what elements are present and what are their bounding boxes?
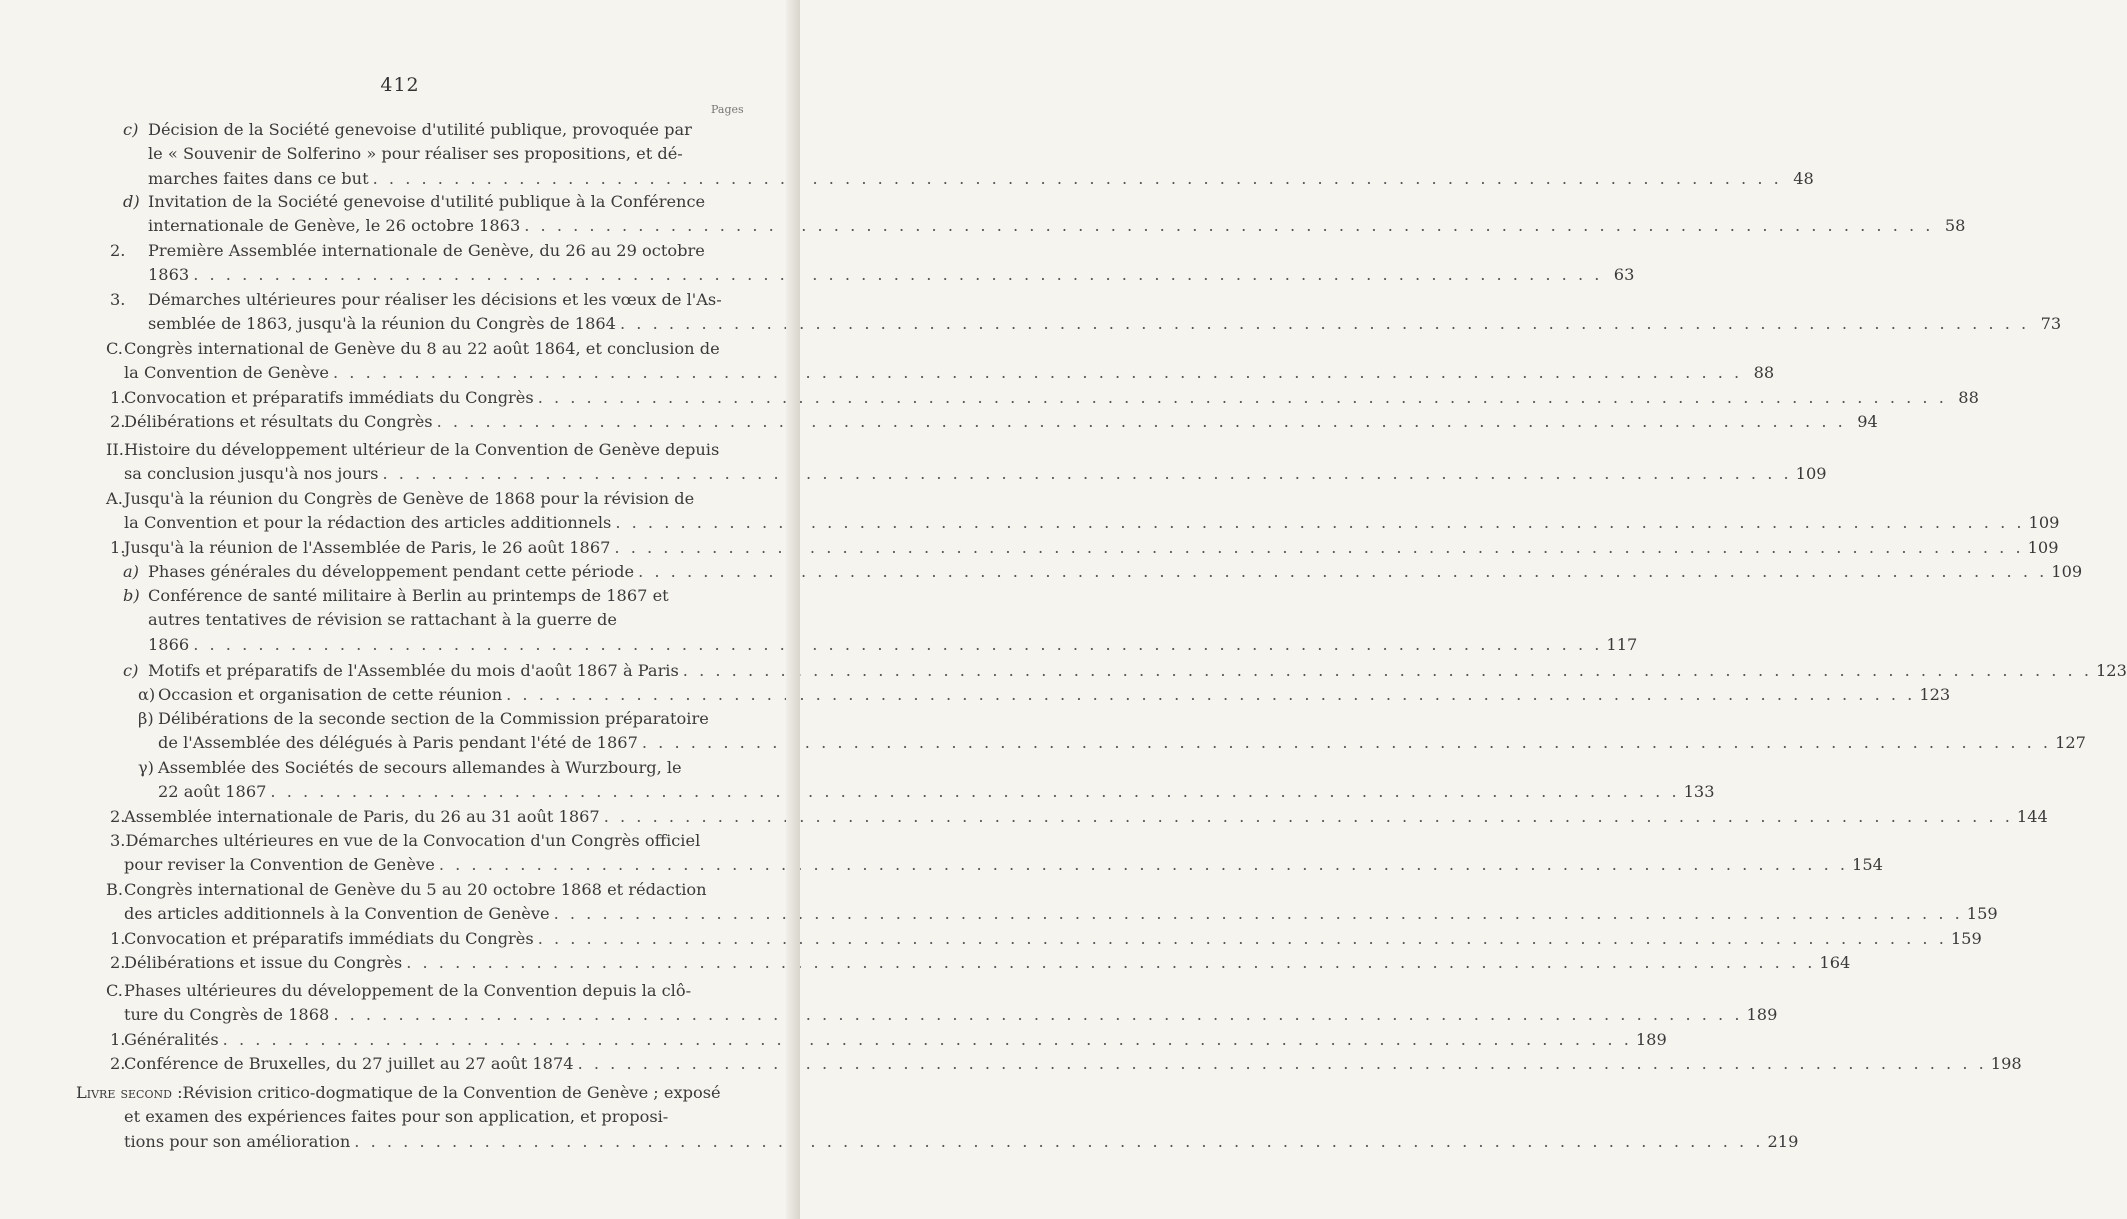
leader-dots (382, 462, 1791, 486)
toc-entry-line (123, 190, 733, 214)
toc-entry-text: sa conclusion jusqu'à nos jours (124, 464, 379, 484)
toc-entry-last-line (110, 386, 1979, 410)
toc-entry-text: internationale de Genève, le 26 octobre 1863 (148, 216, 521, 236)
leader-dots (223, 1028, 1632, 1052)
toc-entry (110, 951, 1851, 975)
toc-entry-text: 1863 (148, 265, 190, 285)
toc-entry-text: Phases générales du développement pendant cette période (148, 562, 635, 581)
toc-entry-text: Histoire du développement ultérieur de la Convention de Genève depuis (124, 440, 720, 459)
page-reference: 58 (1944, 216, 1966, 236)
toc-entry-last-line (138, 780, 1715, 804)
toc-entry-label: C. (106, 981, 123, 1000)
toc-entry-text: marches faites dans ce but (148, 168, 369, 188)
toc-entry-label: 3. (110, 831, 126, 850)
page-reference: 123 (1919, 685, 1951, 704)
page-reference: 94 (1857, 412, 1878, 431)
toc-entry-last-line (110, 927, 1982, 951)
leader-dots (524, 214, 1933, 238)
page-number: 412 (380, 74, 420, 96)
page-reference: 127 (2055, 733, 2086, 753)
toc-entry-label: d) (123, 192, 140, 211)
leader-dots (270, 780, 1679, 804)
toc-entry-text: Phases ultérieures du développement de la Convention depuis la clô- (124, 981, 692, 1000)
toc-entry-label: c) (123, 661, 139, 680)
toc-entry-last-line (138, 683, 1951, 707)
toc-entry-label: Livre second : (76, 1083, 183, 1102)
page-reference: 117 (1606, 634, 1638, 654)
toc-entry-line (110, 829, 733, 853)
toc-entry-label: 1. (110, 1030, 126, 1049)
toc-entry-text: Jusqu'à la réunion de l'Assemblée de Paris, le 26 août 1867 (124, 538, 611, 557)
toc-entry-text: Généralités (124, 1030, 219, 1049)
toc-entry-label: 2. (110, 953, 126, 972)
toc-entry-text: Révision critico-dogmatique de la Convention de Genève ; exposé (182, 1083, 721, 1102)
page-reference: 123 (2095, 661, 2127, 680)
page-reference: 189 (1746, 1005, 1778, 1025)
toc-entry-text: Assemblée des Sociétés de secours allemandes à Wurzbourg, le (158, 758, 682, 777)
toc-entry (106, 979, 1778, 1028)
toc-entry-line (123, 142, 733, 166)
toc-entry-text: le « Souvenir de Solferino » pour réaliser ses propositions, et dé- (148, 144, 683, 164)
leader-dots (638, 560, 2047, 584)
toc-entry (110, 386, 1979, 410)
toc-entry (123, 560, 2083, 584)
toc-entry (110, 410, 1878, 434)
toc-entry-label: C. (106, 339, 123, 358)
toc-entry-last-line (123, 167, 1814, 191)
toc-entry-last-line (110, 805, 2048, 829)
leader-dots (373, 167, 1782, 191)
toc-entry-text: Décision de la Société genevoise d'utilité publique, provoquée par (148, 120, 692, 139)
toc-entry-text: autres tentatives de révision se rattachant à la guerre de (148, 610, 617, 630)
page-reference: 88 (1958, 388, 1979, 407)
toc-entry-label: γ) (138, 758, 154, 777)
leader-dots (333, 361, 1742, 385)
toc-entry-text: Délibérations et issue du Congrès (124, 953, 403, 972)
toc-entry-last-line (110, 1052, 2022, 1076)
leader-dots (538, 386, 1947, 410)
toc-entry-line (138, 707, 733, 731)
toc-entry-text: Délibérations de la seconde section de la Commission préparatoire (158, 709, 709, 728)
toc-entry-last-line (123, 633, 1638, 657)
toc-entry-label: 1. (110, 388, 126, 407)
toc-entry-label: 3. (110, 290, 126, 309)
toc-entry-last-line (110, 312, 2062, 336)
toc-entry (106, 487, 2060, 536)
toc-entry-label: 1. (110, 538, 126, 557)
toc-entry (138, 756, 1715, 805)
toc-entry-label: A. (106, 489, 123, 508)
pages-column-label: Pages (711, 103, 744, 116)
toc-entry (110, 536, 2059, 560)
toc-entry-label: 2. (110, 1054, 126, 1073)
toc-entry-last-line (123, 560, 2083, 584)
toc-entry-text: de l'Assemblée des délégués à Paris pendant l'été de 1867 (158, 733, 638, 753)
toc-entry-text: des articles additionnels à la Convention de Genève (124, 904, 550, 924)
toc-entry-text: et examen des expériences faites pour son application, et proposi- (124, 1107, 669, 1127)
toc-entry-last-line (106, 361, 1775, 385)
toc-entry-text: Assemblée internationale de Paris, du 26 au 31 août 1867 (124, 807, 600, 826)
toc-entry-text: 1866 (148, 634, 190, 654)
toc-entry-text: Convocation et préparatifs immédiats du Congrès (124, 388, 534, 407)
page-reference: 164 (1819, 953, 1851, 972)
leader-dots (683, 659, 2092, 683)
leader-dots (620, 312, 2029, 336)
toc-entry (123, 190, 1966, 239)
toc-entry (110, 1052, 2022, 1076)
toc-entry-text: Démarches ultérieures en vue de la Convocation d'un Congrès officiel (125, 831, 701, 850)
leader-dots (354, 1130, 1763, 1154)
toc-entry (110, 1028, 1667, 1052)
toc-entry-text: 22 août 1867 (158, 782, 267, 802)
toc-entry-last-line (76, 1130, 1799, 1154)
toc-entry-line (106, 438, 733, 462)
toc-entry-last-line (110, 853, 1883, 877)
page-reference: 109 (2027, 538, 2059, 557)
toc-entry-label: b) (123, 586, 140, 605)
toc-entry-last-line (138, 731, 2086, 755)
toc-entry-line (76, 1105, 733, 1129)
toc-entry-text: la Convention de Genève (124, 363, 330, 383)
page-reference: 198 (1990, 1054, 2022, 1073)
toc-entry-text: pour reviser la Convention de Genève (124, 855, 435, 875)
toc-entry-text: la Convention et pour la rédaction des articles additionnels (124, 513, 612, 533)
toc-entry-label: 2. (110, 241, 126, 260)
toc-entry-label: a) (123, 562, 139, 581)
toc-entry-line (76, 1081, 733, 1105)
leader-dots (193, 263, 1602, 287)
toc-entry-label: 2. (110, 412, 126, 431)
toc-entry-line (106, 979, 733, 1003)
toc-entry-last-line (106, 902, 1998, 926)
page-reference: 73 (2040, 314, 2062, 334)
page-reference: 133 (1683, 782, 1715, 802)
page-edge (786, 0, 800, 1219)
leader-dots (554, 902, 1963, 926)
page-reference: 109 (2028, 513, 2060, 533)
page-reference: 48 (1793, 168, 1814, 188)
toc-entry (106, 337, 1775, 386)
leader-dots (333, 1003, 1742, 1027)
page-reference: 219 (1767, 1131, 1799, 1151)
toc-entry-text: Invitation de la Société genevoise d'utilité publique à la Conférence (148, 192, 706, 211)
toc-entry-text: Délibérations et résultats du Congrès (124, 412, 433, 431)
page-reference: 154 (1852, 855, 1883, 875)
toc-entry-text: tions pour son amélioration (124, 1131, 351, 1151)
toc-entry-line (106, 878, 733, 902)
leader-dots (406, 951, 1815, 975)
toc-entry-last-line (110, 536, 2059, 560)
toc-entry-last-line (110, 951, 1851, 975)
leader-dots (615, 511, 2024, 535)
toc-entry (123, 659, 2127, 683)
toc-entry-line (123, 584, 733, 608)
toc-entry-line (106, 487, 733, 511)
toc-entry-label: β) (138, 709, 154, 728)
leader-dots (614, 536, 2023, 560)
toc-entry-text: Motifs et préparatifs de l'Assemblée du mois d'août 1867 à Paris (148, 661, 679, 680)
toc-entry-label: B. (106, 880, 124, 899)
toc-entry (138, 683, 1951, 707)
toc-entry-text: semblée de 1863, jusqu'à la réunion du Congrès de 1864 (148, 314, 616, 334)
toc-entry (106, 438, 1827, 487)
leader-dots (193, 633, 1602, 657)
toc-entry-text: Première Assemblée internationale de Genève, du 26 au 29 octobre (148, 241, 705, 260)
page-reference: 109 (1795, 464, 1827, 484)
page-reference: 109 (2051, 562, 2083, 581)
toc-entry (110, 805, 2048, 829)
page-reference: 144 (2016, 807, 2048, 826)
page-reference: 189 (1635, 1030, 1667, 1049)
toc-entry-text: Démarches ultérieures pour réaliser les décisions et les vœux de l'As- (148, 290, 722, 309)
toc-entry-line (110, 239, 733, 263)
toc-entry-text: Jusqu'à la réunion du Congrès de Genève de 1868 pour la révision de (124, 489, 695, 508)
toc-entry-label: c) (123, 120, 139, 139)
toc-entry-last-line (110, 1028, 1667, 1052)
toc-entry (110, 239, 1635, 288)
toc-entry-last-line (110, 410, 1878, 434)
toc-entry-last-line (123, 659, 2127, 683)
toc-entry (110, 927, 1982, 951)
page-reference: 159 (1950, 929, 1982, 948)
leader-dots (538, 927, 1947, 951)
toc-entry-last-line (106, 1003, 1778, 1027)
toc-entry-line (110, 288, 733, 312)
toc-entry (106, 878, 1998, 927)
page-reference: 159 (1966, 904, 1998, 924)
toc-entry-line (123, 118, 733, 142)
toc-entry-text: Conférence de Bruxelles, du 27 juillet au 27 août 1874 (124, 1054, 574, 1073)
leader-dots (506, 683, 1915, 707)
toc-entry (110, 829, 1883, 878)
toc-entry-last-line (123, 214, 1966, 238)
toc-entry-text: ture du Congrès de 1868 (124, 1005, 330, 1025)
toc-entry-line (123, 608, 733, 632)
toc-entry-label: 2. (110, 807, 126, 826)
toc-entry-text: Conférence de santé militaire à Berlin au printemps de 1867 et (148, 586, 669, 605)
toc-entry-last-line (110, 263, 1635, 287)
toc-entry-last-line (106, 511, 2060, 535)
toc-entry-last-line (106, 462, 1827, 486)
toc-entry-line (106, 337, 733, 361)
leader-dots (437, 410, 1846, 434)
toc-entry (138, 707, 2086, 756)
toc-entry-text: Occasion et organisation de cette réunion (158, 685, 503, 704)
toc-entry-label: II. (106, 440, 124, 459)
toc-entry-text: Congrès international de Genève du 5 au 20 octobre 1868 et rédaction (124, 880, 707, 899)
page-reference: 63 (1613, 265, 1635, 285)
toc-entry (110, 288, 2062, 337)
toc-entry-text: Convocation et préparatifs immédiats du Congrès (124, 929, 534, 948)
toc-entry (123, 118, 1814, 191)
toc-entry-label: α) (138, 685, 156, 704)
page-reference: 88 (1753, 363, 1775, 383)
leader-dots (642, 731, 2051, 755)
toc-entry-text: Congrès international de Genève du 8 au 22 août 1864, et conclusion de (124, 339, 720, 358)
toc-entry (76, 1081, 1799, 1154)
leader-dots (439, 853, 1848, 877)
toc-entry-label: 1. (110, 929, 126, 948)
toc-entry (123, 584, 1638, 657)
leader-dots (604, 805, 2013, 829)
toc-entry-line (138, 756, 733, 780)
